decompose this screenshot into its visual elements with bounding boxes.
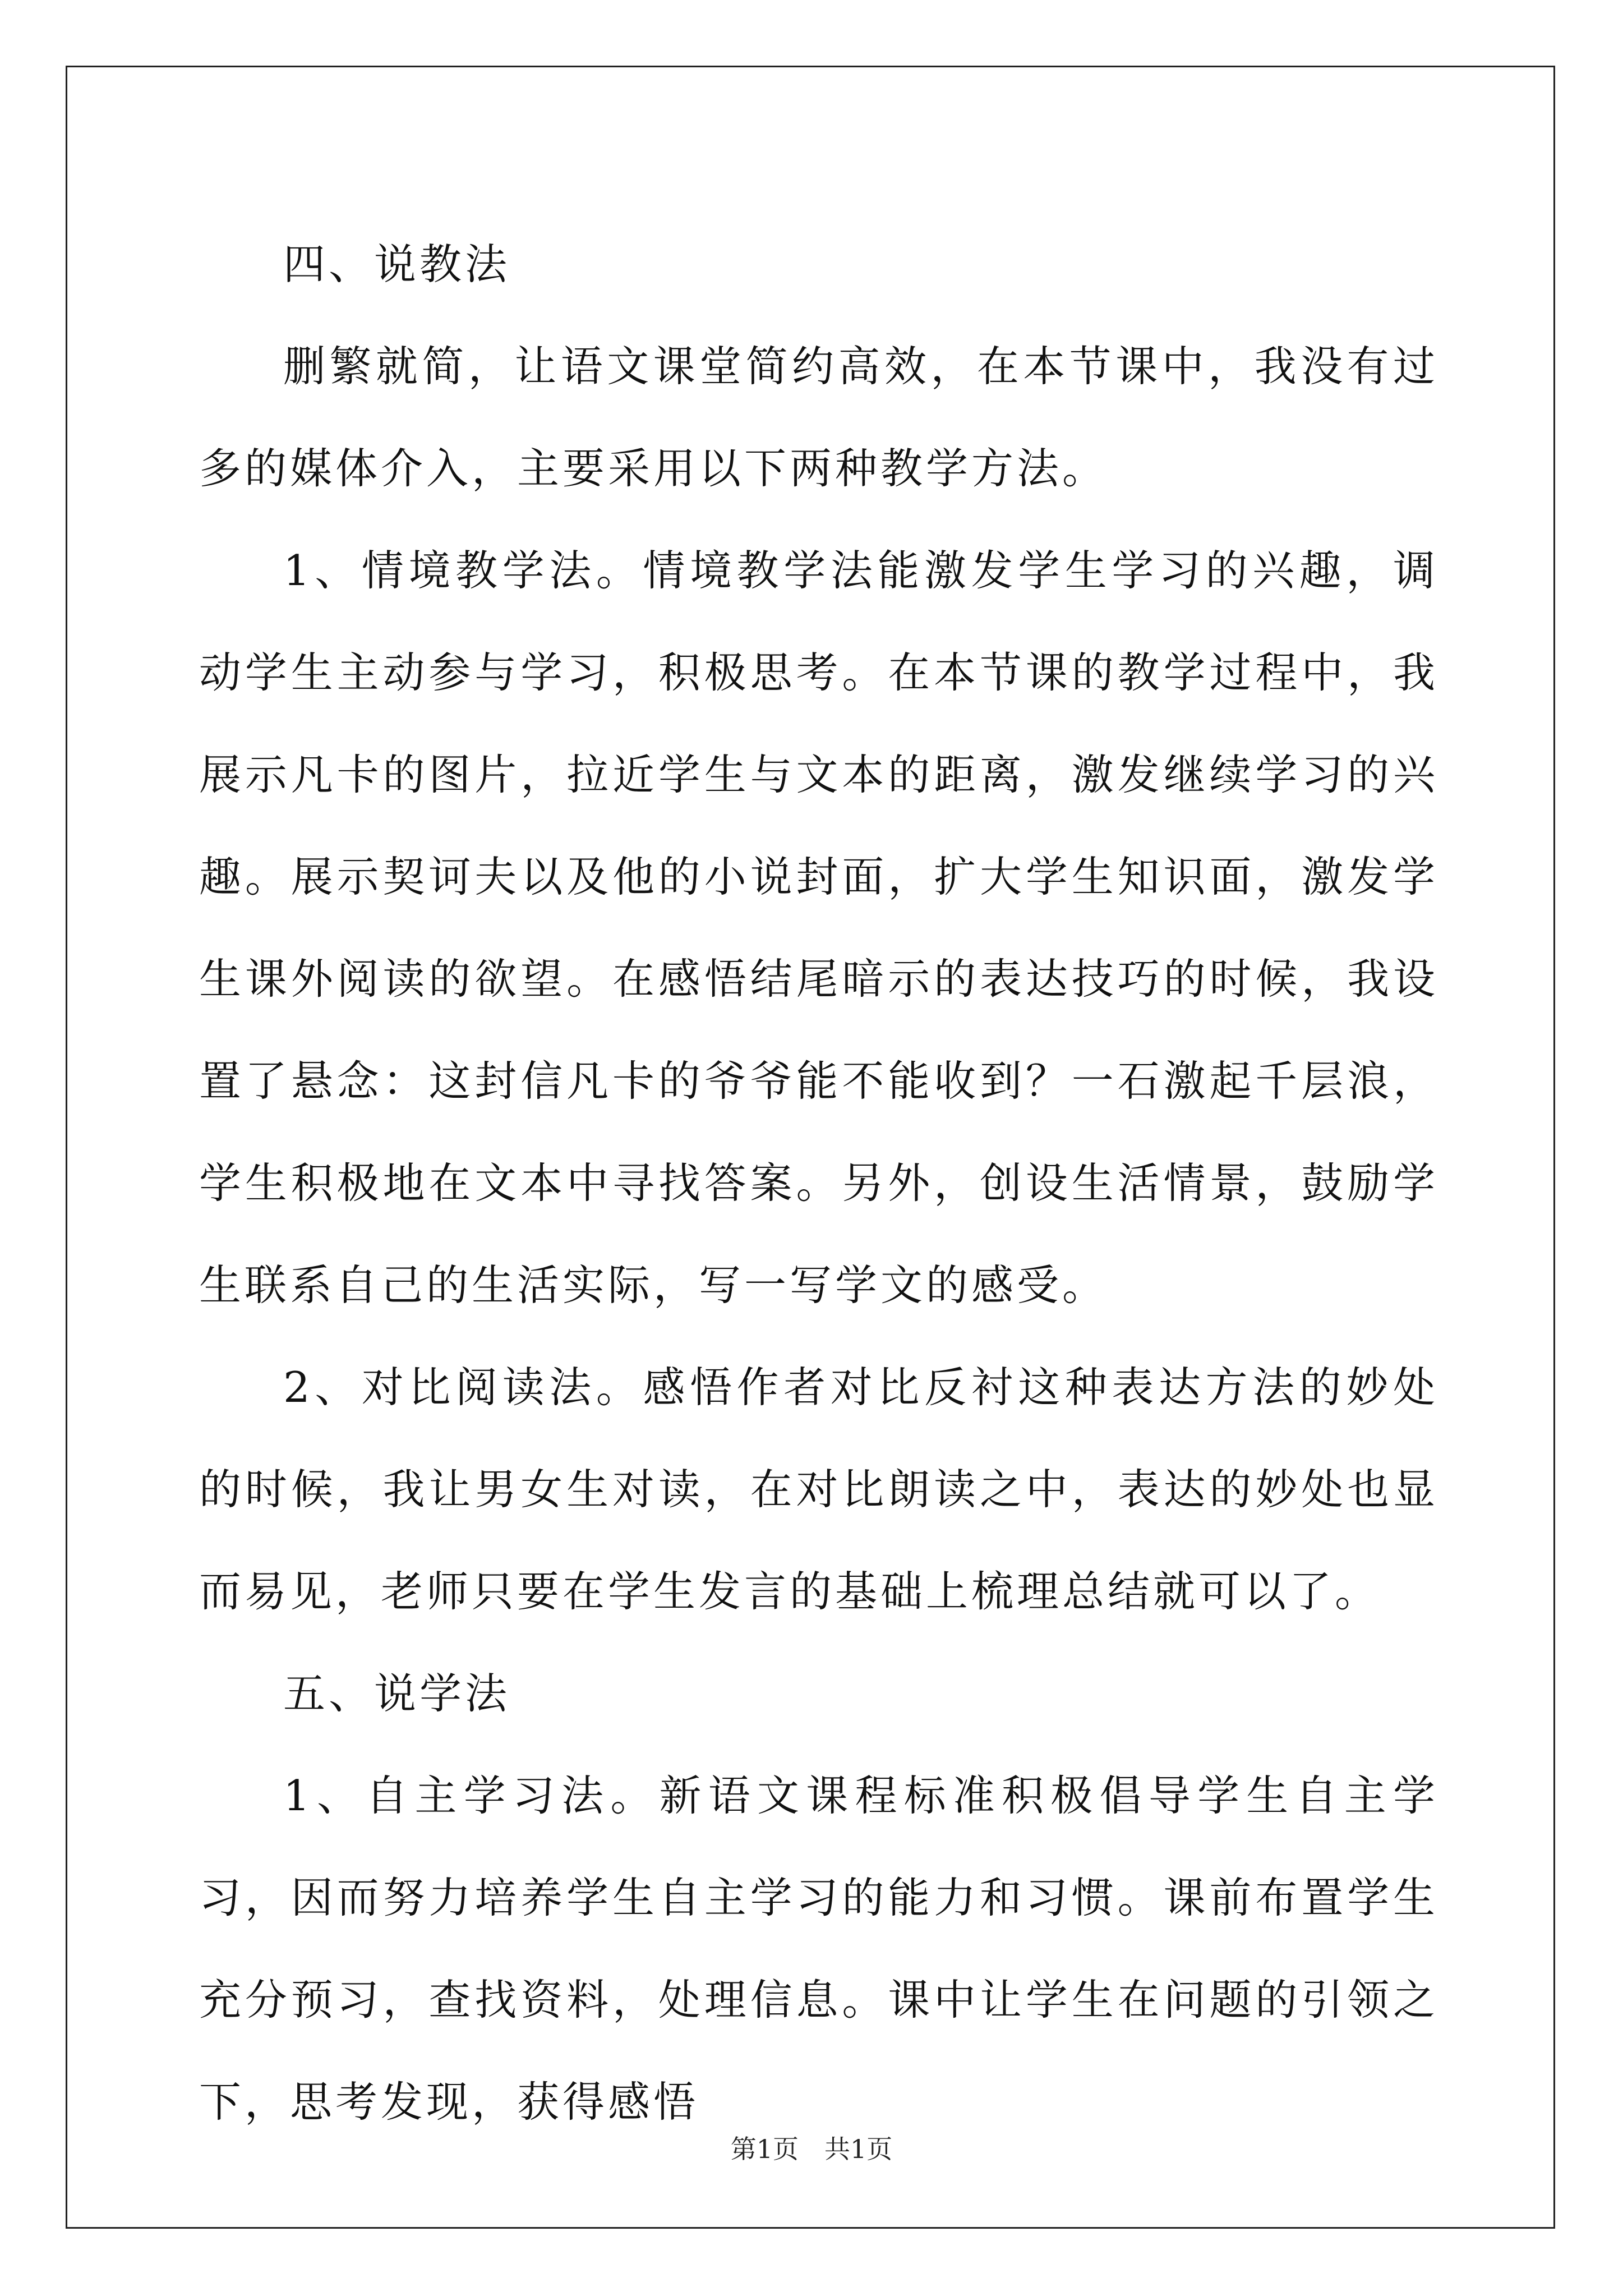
document-body [199,213,1438,2153]
paragraph: 1、情境教学法。情境教学法能激发学生学习的兴趣，调动学生主动参与学习，积极思考。在本节课的教学过程中，我展示凡卡的图片，拉近学生与文本的距离，激发继续学习的兴趣。展示契诃夫以及他的小说封面，扩大学生知识面，激发学生课外阅读的欲望。在感悟结尾暗示的表达技巧的时候，我设置了悬念：这封信凡卡的爷爷能不能收到？一石激起千层浪，学生积极地在文本中寻找答案。另外，创设生活情景，鼓励学生联系自己的生活实际，写一写学文的感受。 [199,546,1438,1310]
section-heading-teaching-method: 四、说教法 [283,240,511,289]
page-number-footer: 第1页 共1页 [730,2134,893,2164]
paragraph: 1、自主学习法。新语文课程标准积极倡导学生自主学习，因而努力培养学生自主学习的能力和习惯。课前布置学生充分预习，查找资料，处理信息。课中让学生在问题的引领之下，思考发现，获得感悟 [199,1771,1438,2127]
section-heading-learning-method: 五、说学法 [283,1669,511,1718]
paragraph: 2、对比阅读法。感悟作者对比反衬这种表达方法的妙处的时候，我让男女生对读，在对比朗读之中，表达的妙处也显而易见，老师只要在学生发言的基础上梳理总结就可以了。 [199,1363,1438,1616]
paragraph: 删繁就简，让语文课堂简约高效，在本节课中，我没有过多的媒体介入，主要采用以下两种教学方法。 [199,342,1438,493]
